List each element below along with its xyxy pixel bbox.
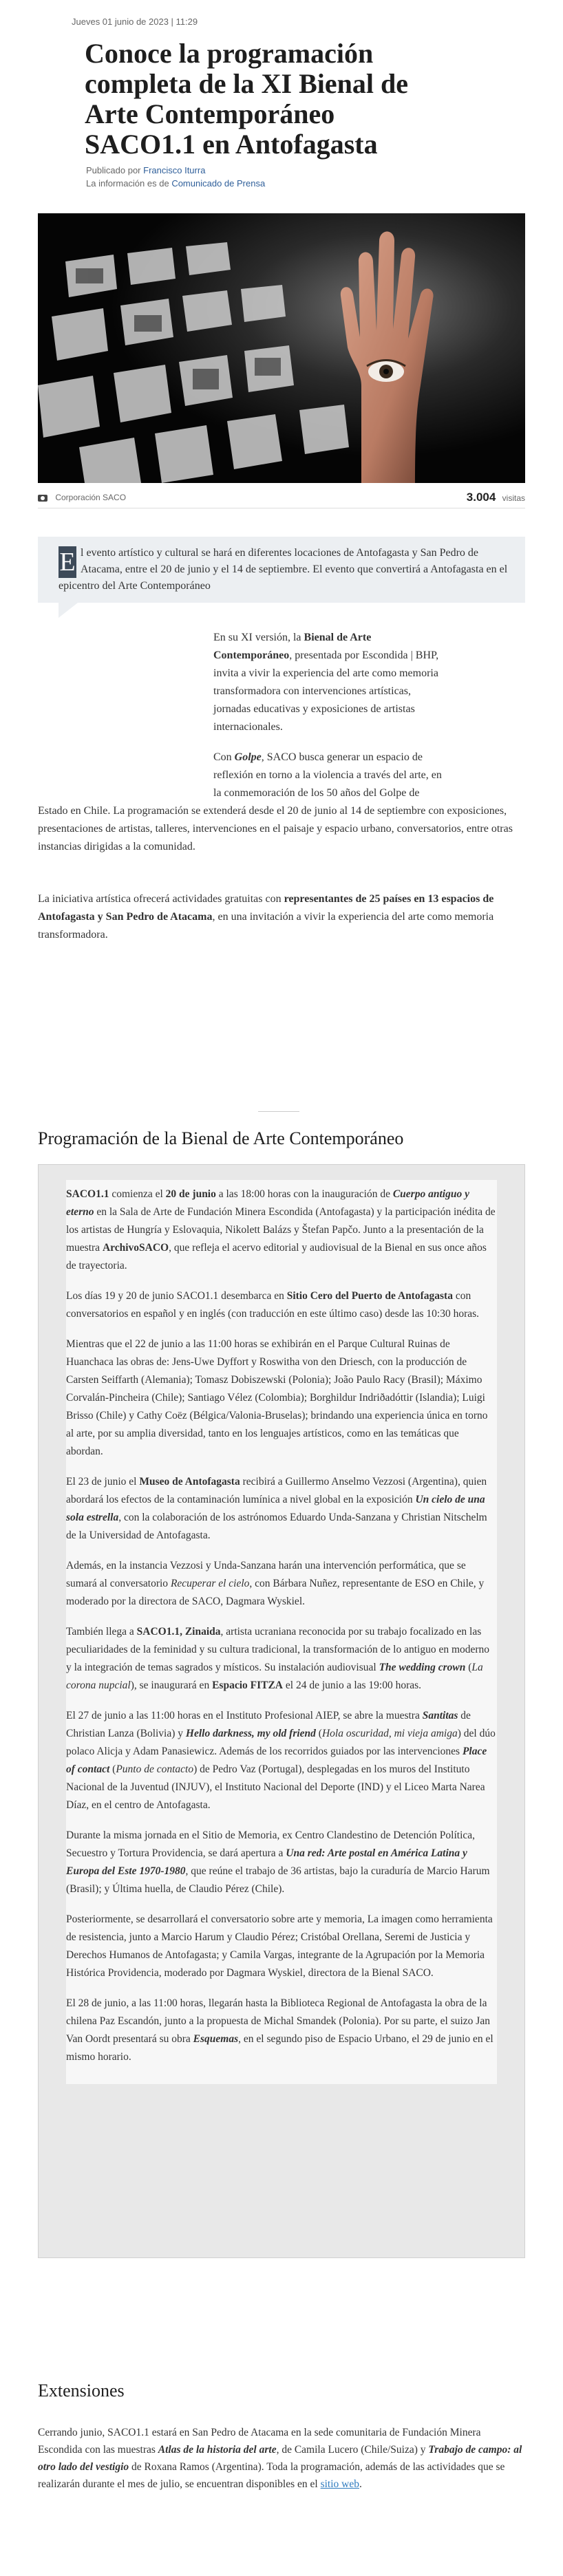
website-link[interactable]: sitio web — [320, 2478, 359, 2490]
camera-icon — [38, 495, 47, 502]
bold-italic-run: Esquemas — [193, 2033, 239, 2045]
program-paragraph: Además, en la instancia Vezzosi y Unda-Sanzana harán una intervención performática, que se sumará al conversatorio Recuperar el cielo, con Bárbara Nuñez, representante de ESO en Chile, y moderado por la directora de SACO, Dagmara Wyskiel. — [66, 1560, 485, 1607]
program-paragraph: SACO1.1 comienza el 20 de junio a las 18:00 horas con la inauguración de Cuerpo antiguo y eterno en la Sala de Arte de Fundación Minera Escondida (Antofagasta) y la participación inédita de los artistas de Hungría y Eslovaquia, Nikolett Balázs y Štefan Papčo. Junto a la presentación de la muestra ArchivoSACO, que refleja el acervo editorial y audiovisual de la Bienal en sus once años de trayectoria. — [66, 1188, 496, 1271]
visits-counter — [467, 491, 525, 504]
program-paragraph: Posteriormente, se desarrollará el conversatorio sobre arte y memoria, La imagen como herramienta de resistencia, junto a Marcio Harum y Claudio Pérez; Cristóbal Orellana, Seremi de Justicia y Derechos Humanos de Antofagasta; y Camila Vargas, integrante de la Agrupación por la Memoria Histórica Providencia, moderado por Dagmara Wyskiel, directora de la Bienal SACO. — [66, 1913, 493, 1979]
bold-italic-run: Una red: Arte postal en América Latina y Europa del Este 1970-1980 — [66, 1847, 467, 1877]
article-date: Jueves 01 junio de 2023 | 11:29 — [72, 17, 198, 27]
bold-run: Espacio FITZA — [212, 1679, 284, 1691]
bold-italic-run: Santitas — [422, 1710, 458, 1721]
published-by-prefix: Publicado por — [86, 165, 141, 175]
intro-p1 — [213, 629, 447, 749]
bold-italic-run: Un cielo de una sola estrella — [66, 1494, 485, 1523]
program-paragraph: Los días 19 y 20 de junio SACO1.1 desembarca en Sitio Cero del Puerto de Antofagasta con conversatorios en español y en inglés (con traducción en este último caso) desde las 10:30 horas. — [66, 1290, 480, 1320]
source-line — [86, 177, 265, 190]
bold-run: Sitio Cero del Puerto de Antofagasta — [286, 1290, 453, 1302]
intro-p3 — [38, 890, 525, 956]
visits-count: 3.004 — [466, 491, 496, 504]
author-link[interactable]: Francisco Iturra — [143, 165, 206, 175]
bold-italic-run: Trabajo de campo: al otro lado del vestigio — [38, 2444, 522, 2473]
program-paragraph: Mientras que el 22 de junio a las 11:00 horas se exhibirán en el Parque Cultural Ruinas de Huanchaca las obras de: Jens-Uwe Dyffort y Roswitha von den Driesch, con la producción de Carsten Seiffarth (Alemania); Tomasz Dobiszewski (Polonia); João Paulo Racy (Brasil); Máximo Corvalán-Pincheira (Chile); Santiago Vélez (Colombia); Borghildur Indriðadóttir (Islandia); Luigi Brisso (Chile) y Cathy Coëz (Bélgica/Valonia-Bruselas); brindando una experiencia única en torno al arte, por su amplia diversidad, tanto en los lenguajes artísticos, como en las temáticas que abordan. — [66, 1338, 488, 1457]
article-title: Conoce la programación completa de la XI Bienal de Arte Contemporáneo SACO1.1 en Antofagasta — [85, 38, 408, 160]
program-paragraph: El 27 de junio a las 11:00 horas en el Instituto Profesional AIEP, se abre la muestra Santitas de Christian Lanza (Bolivia) y Hello darkness, my old friend (Hola oscuridad, mi vieja amiga) del dúo polaco Alicja y Adam Panasiewicz. Además de los recorridos guiados por las intervenciones Place of contact (Punto de contacto) de Pedro Vaz (Portugal), desplegadas en los muros del Instituto Nacional de la Juventud (INJUV), el Instituto Nacional del Deporte (IND) y el Liceo Marta Narea Díaz, en el centro de Antofagasta. — [66, 1710, 496, 1811]
bold-run: 20 de junio — [165, 1188, 216, 1200]
lead-text-block — [59, 545, 513, 594]
extensions-paragraph: Cerrando junio, SACO1.1 estará en San Pedro de Atacama en la sede comunitaria de Fundación Minera Escondida con las muestras Atlas de la historia del arte, de Camila Lucero (Chile/Suiza) y Trabajo de campo: al otro lado del vestigio de Roxana Ramos (Argentina). Toda la programación, además de las actividades que se realizarán durante el mes de julio, se encuentran disponibles en el sitio web. — [38, 2427, 522, 2490]
program-paragraph: El 28 de junio, a las 11:00 horas, llegarán hasta la Biblioteca Regional de Antofagasta la obra de la chilena Paz Escandón, junto a la propuesta de Michal Smandek (Polonia). Por su parte, el suizo Jan Van Oordt presentará su obra Esquemas, en el segundo piso de Espacio Urbano, el 29 de junio en el mismo horario. — [66, 1997, 493, 2063]
published-by — [86, 164, 265, 177]
intro-paragraph-3: La iniciativa artística ofrecerá actividades gratuitas con representantes de 25 países en 13 espacios de Antofagasta y San Pedro de Atacama, en una invitación a vivir la experiencia del arte como memoria transformadora. — [38, 893, 494, 941]
lead-summary — [38, 537, 525, 603]
section-divider — [258, 1111, 299, 1112]
extensions-text — [38, 2424, 525, 2493]
intro-paragraph-1: En su XI versión, la Bienal de Arte Contemporáneo, presentada por Escondida | BHP, invita a vivir la experiencia del arte como memoria transformadora con intervenciones artísticas, jornadas educativas y exposiciones de artistas internacionales. — [213, 632, 439, 733]
bold-run: representantes de 25 países en 13 espacios de Antofagasta y San Pedro de Atacama — [38, 893, 494, 923]
italic-run: Recuperar el cielo — [170, 1578, 250, 1589]
intro-paragraph-2b: Estado en Chile. La programación se extenderá desde el 20 de junio al 14 de septiembre con exposiciones, presentaciones de artistas, talleres, intervenciones en el paisaje y espacio urbano, conversatorios, entre otras instancias dirigidas a la comunidad. — [38, 805, 513, 852]
visits-label: visitas — [502, 493, 525, 503]
intro-p2-rest — [38, 802, 525, 868]
italic-run: Punto de contacto — [116, 1763, 194, 1775]
intro-paragraph-2a: Con Golpe, SACO busca generar un espacio de reflexión en torno a la violencia a través del arte, en la conmemoración de los 50 años del Golpe de — [213, 751, 442, 799]
italic-run: La corona nupcial — [66, 1662, 483, 1691]
hero-caption-row — [38, 487, 525, 508]
lead-speech-tail — [59, 603, 78, 618]
extensions-heading: Extensiones — [38, 2381, 125, 2401]
drop-cap: E — [59, 548, 76, 577]
bold-italic-run: Hello darkness, my old friend — [185, 1728, 316, 1739]
bold-italic-run: The wedding crown — [379, 1662, 466, 1673]
bold-run: ArchivoSACO — [102, 1242, 169, 1254]
program-paragraph: También llega a SACO1.1, Zinaida, artista ucraniana reconocida por su trabajo focalizado en las peculiaridades de la feminidad y su cultura tradicional, la transformación de lo antiguo en moderno y la integración de temas sagrados y místicos. Su instalación audiovisual The wedding crown (La corona nupcial), se inaugurará en Espacio FITZA el 24 de junio a las 19:00 horas. — [66, 1626, 490, 1691]
photo-credit-text: Corporación SACO — [55, 493, 127, 502]
italic-run: Hola oscuridad, mi vieja amiga — [321, 1728, 458, 1739]
program-text — [66, 1185, 497, 2079]
program-paragraph: Durante la misma jornada en el Sitio de Memoria, ex Centro Clandestino de Detención Política, Secuestro y Tortura Providencia, se dará apertura a Una red: Arte postal en América Latina y Europa del Este 1970-1980, que reúne el trabajo de 36 artistas, bajo la curaduría de Marcio Harum (Brasil); y Última huella, de Claudio Pérez (Chile). — [66, 1829, 490, 1895]
source-link[interactable]: Comunicado de Prensa — [171, 178, 266, 189]
program-box — [38, 1164, 525, 2258]
bold-run: Museo de Antofagasta — [139, 1476, 240, 1488]
bold-run: SACO1.1, Zinaida — [136, 1626, 221, 1638]
program-heading: Programación de la Bienal de Arte Contemporáneo — [38, 1128, 404, 1148]
bold-italic-run: Place of contact — [66, 1746, 487, 1775]
bold-italic-run: Atlas de la historia del arte — [158, 2444, 277, 2456]
bold-italic-run: Golpe — [234, 751, 262, 763]
hero-image[interactable] — [38, 213, 525, 483]
hero-photo — [38, 213, 525, 483]
photo-credit — [38, 493, 126, 502]
byline — [86, 164, 265, 190]
bold-run: SACO1.1 — [66, 1188, 109, 1200]
source-prefix: La información es de — [86, 178, 169, 189]
lead-text: l evento artístico y cultural se hará en diferentes locaciones de Antofagasta y San Pedro de Atacama, entre el 20 de junio y el 14 de septiembre. El evento que convertirá a Antofagasta en el epicentro del Arte Contemporáneo — [59, 547, 508, 592]
bold-run: Bienal de Arte Contemporáneo — [213, 632, 372, 661]
program-paragraph: El 23 de junio el Museo de Antofagasta recibirá a Guillermo Anselmo Vezzosi (Argentina), quien abordará los efectos de la contaminación lumínica a nivel global en la exposición Un cielo de una sola estrella, con la colaboración de los astrónomos Eduardo Unda-Sanzana y Christian Nitschelm de la Universidad de Antofagasta. — [66, 1476, 487, 1541]
bold-italic-run: Cuerpo antiguo y eterno — [66, 1188, 469, 1218]
